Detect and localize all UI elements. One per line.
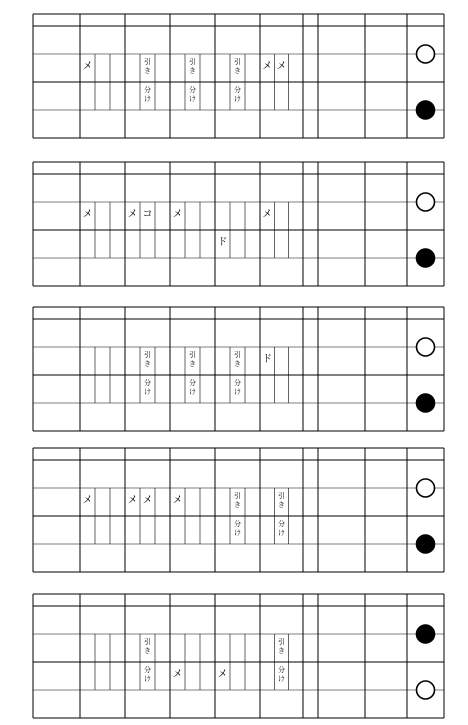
match-section — [0, 148, 468, 293]
point-mark: 引 き — [189, 59, 196, 75]
point-mark: メ — [172, 669, 183, 680]
point-mark: 分 け — [189, 87, 196, 103]
point-mark: 引 き — [234, 352, 241, 368]
point-mark: 分 け — [278, 521, 285, 537]
match-section — [0, 0, 468, 145]
point-mark: メ — [142, 495, 153, 506]
loss-marker — [417, 479, 435, 497]
point-mark: メ — [127, 209, 138, 220]
point-mark: 分 け — [144, 87, 151, 103]
loss-marker — [417, 338, 435, 356]
loss-marker — [417, 681, 435, 699]
point-mark: ド — [262, 354, 273, 365]
win-marker — [417, 625, 435, 643]
point-mark: 分 け — [144, 380, 151, 396]
point-mark: 分 け — [278, 667, 285, 683]
win-marker — [417, 101, 435, 119]
point-mark: メ — [82, 61, 93, 72]
loss-marker — [417, 193, 435, 211]
point-mark: メ — [172, 495, 183, 506]
match-section — [0, 293, 468, 438]
school-name — [33, 668, 80, 712]
match-section — [0, 434, 468, 579]
school-name — [33, 466, 80, 510]
point-mark: メ — [82, 209, 93, 220]
point-mark: 分 け — [234, 521, 241, 537]
school-name — [33, 180, 80, 224]
point-mark: 引 き — [189, 352, 196, 368]
point-mark: 分 け — [234, 380, 241, 396]
school-name — [33, 522, 80, 566]
point-mark: メ — [262, 61, 273, 72]
point-mark: コ — [142, 209, 153, 220]
point-mark: メ — [82, 495, 93, 506]
match-section — [0, 580, 468, 725]
point-mark: メ — [276, 61, 287, 72]
point-mark: 引 き — [144, 59, 151, 75]
school-name — [33, 381, 80, 425]
point-mark: メ — [217, 669, 228, 680]
point-mark: メ — [262, 209, 273, 220]
point-mark: メ — [172, 209, 183, 220]
point-mark: 分 け — [144, 667, 151, 683]
point-mark: ド — [217, 237, 228, 248]
point-mark: 引 き — [144, 639, 151, 655]
point-mark: 引 き — [144, 352, 151, 368]
school-name — [33, 88, 80, 132]
point-mark: 分 け — [234, 87, 241, 103]
school-name — [33, 236, 80, 280]
win-marker — [417, 394, 435, 412]
school-name — [33, 612, 80, 656]
school-name — [33, 32, 80, 76]
loss-marker — [417, 45, 435, 63]
point-mark: 分 け — [189, 380, 196, 396]
point-mark: 引 き — [234, 493, 241, 509]
point-mark: 引 き — [278, 639, 285, 655]
point-mark: 引 き — [278, 493, 285, 509]
win-marker — [417, 249, 435, 267]
win-marker — [417, 535, 435, 553]
point-mark: メ — [127, 495, 138, 506]
school-name — [33, 325, 80, 369]
point-mark: 引 き — [234, 59, 241, 75]
